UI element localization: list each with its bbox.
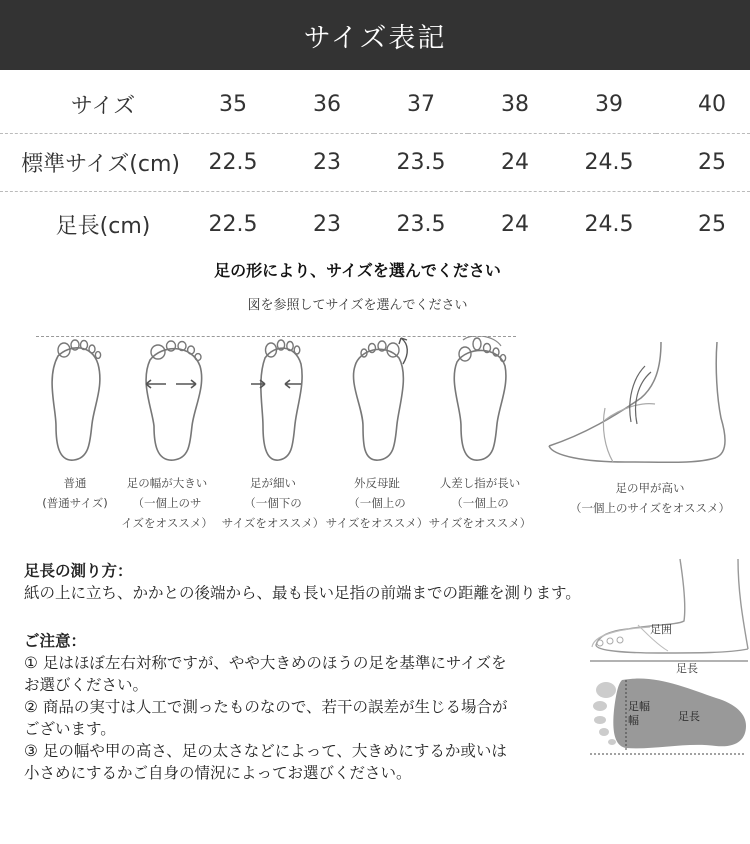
row-header: 標準サイズ(cm) xyxy=(0,134,186,192)
width-label: 足幅 xyxy=(628,700,650,713)
table-cell: 38 xyxy=(468,76,562,134)
width-label-2: 幅 xyxy=(628,714,639,727)
page-title: サイズ表記 xyxy=(0,0,750,70)
table-cell: 23.5 xyxy=(374,134,468,192)
table-cell: 35 xyxy=(186,76,280,134)
note-line: ② 商品の実寸は人工で測ったものなので、若干の誤差が生じる場合が xyxy=(24,698,508,716)
measure-title: 足長の測り方： xyxy=(24,562,133,580)
measure-text: 紙の上に立ち、かかとの後端から、最も長い足指の前端までの距離を測ります。 xyxy=(24,584,581,602)
foot-label: 足が細い （一個下の サイズをオススメ） xyxy=(221,476,325,530)
row-header: サイズ xyxy=(0,76,186,134)
length-label: 足長 xyxy=(676,662,698,675)
narrow-foot-icon xyxy=(245,336,315,466)
length2-label: 足長 xyxy=(678,710,700,723)
table-row xyxy=(0,134,750,192)
table-cell: 22.5 xyxy=(186,134,280,192)
wide-foot-icon xyxy=(138,336,208,466)
notes-section xyxy=(24,630,508,784)
foot-label: 普通 (普通サイズ) xyxy=(42,476,108,510)
table-cell: 24.5 xyxy=(584,212,634,237)
table-cell: 24.5 xyxy=(562,134,656,192)
table-cell: 23 xyxy=(280,134,374,192)
size-table xyxy=(0,76,750,257)
foot-label: 外反母趾 （一個上の サイズをオススメ） xyxy=(325,476,429,530)
note-line: 小さめにするかご自身の情況によってお選びください。 xyxy=(24,764,412,782)
foot-label: 足の甲が高い （一個上のサイズをオススメ） xyxy=(570,481,730,515)
measure-section xyxy=(24,560,581,604)
note-line: ① 足はほぼ左右対称ですが、やや大きめのほうの足を基準にサイズを xyxy=(24,654,507,672)
table-cell: 39 xyxy=(562,76,656,134)
table-row xyxy=(0,192,750,258)
table-cell: 24 xyxy=(501,212,529,237)
table-cell: 37 xyxy=(374,76,468,134)
notes-title: ご注意： xyxy=(24,632,87,650)
normal-foot-icon xyxy=(40,336,110,466)
guide-heading: 足の形により、サイズを選んでください xyxy=(214,261,501,280)
foot-label: 足の幅が大きい （一個上のサ イズをオススメ） xyxy=(121,476,213,530)
foot-measure-top-icon xyxy=(586,670,750,760)
long-toe-foot-icon xyxy=(445,336,515,466)
guide-subheading: 図を参照してサイズを選んでください xyxy=(247,298,468,313)
table-cell: 23 xyxy=(313,212,341,237)
foot-measure-side-icon xyxy=(588,555,750,675)
foot-label: 人差し指が長い （一個上の サイズをオススメ） xyxy=(428,476,532,530)
table-row xyxy=(0,76,750,134)
note-line: ③ 足の幅や甲の高さ、足の太さなどによって、大きめにするか或いは xyxy=(24,742,507,760)
note-line: お選びください。 xyxy=(24,676,149,694)
girth-label: 足囲 xyxy=(650,623,672,636)
table-cell: 23.5 xyxy=(396,212,446,237)
table-cell: 25 xyxy=(656,134,750,192)
note-line: ございます。 xyxy=(24,720,116,738)
table-cell: 40 xyxy=(656,76,750,134)
table-cell: 24 xyxy=(468,134,562,192)
row-header: 足長(cm) xyxy=(55,214,151,239)
bunion-foot-icon xyxy=(345,336,415,466)
high-instep-foot-icon xyxy=(545,338,735,478)
table-cell: 22.5 xyxy=(208,212,258,237)
table-cell: 25 xyxy=(698,212,726,237)
table-cell: 36 xyxy=(280,76,374,134)
